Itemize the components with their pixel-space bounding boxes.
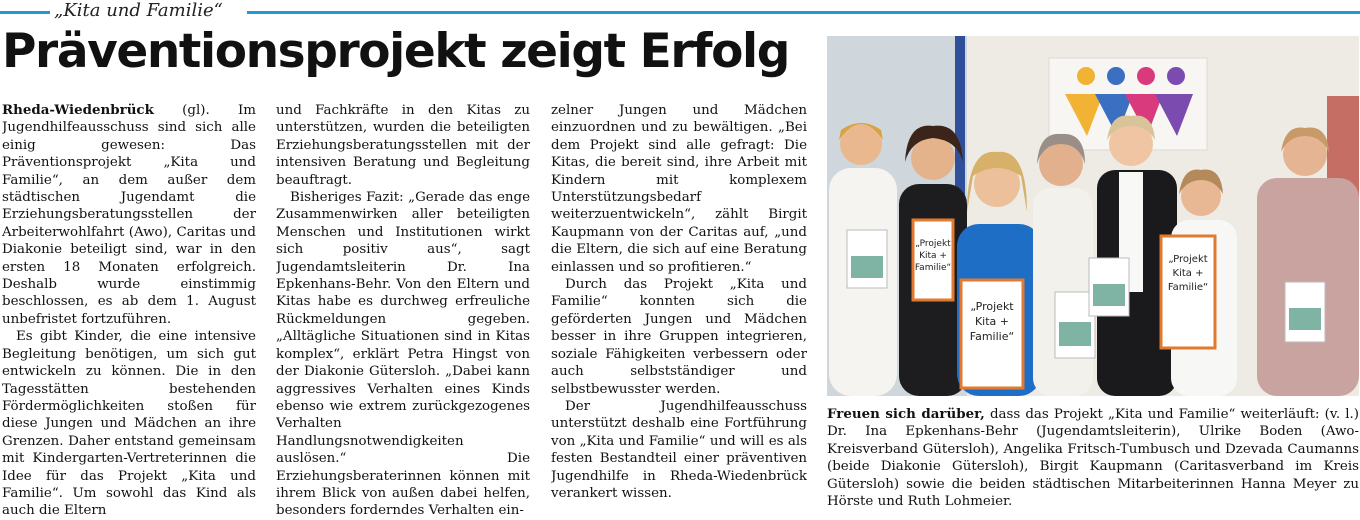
dateline: Rheda-Wiedenbrück — [2, 102, 154, 118]
flyer-right-line2: Kita + — [1172, 268, 1204, 279]
flyer-right-line3: Familie“ — [1167, 282, 1209, 293]
paragraph: Durch das Projekt „Kita und Familie“ konnten sich die geförderten Jungen und Mädchen besser in ihre Gruppen integrieren, soziale Fähigkeiten verbessern oder auch selbstständiger und selbstbewusster werden. — [551, 277, 807, 397]
paragraph: und Fachkräfte in den Kitas zu unterstützen, wurden die beteiligten Erziehungsberatungsstellen mit der intensiven Beratung und Begleitung beauftragt. — [276, 103, 530, 188]
group-photo — [827, 36, 1359, 396]
paragraph: Bisheriges Fazit: „Gerade das enge Zusammenwirken aller beteiligten Menschen und Institutionen wirkt sich positiv aus“, sagt Jugendamtsleiterin Dr. Ina Epkenhans-Behr. Von den Eltern und Kitas habe es durchweg erfreuliche Rückmeldungen gegeben. „Alltägliche Situationen sind in Kitas komplex“, erklärt Petra Hingst von der Diakonie Gütersloh. „Dabei kann aggressives Verhalten eines Kinds ebenso wie extrem zurückgezogenes Verhalten Handlungsnotwendigkeiten auslösen.“ Die Erziehungsberaterinnen können mit ihrem Blick von außen dabei helfen, besonders forderndes Verhalten ein- — [276, 190, 530, 518]
paragraph-text: (gl). Im Jugendhilfeausschuss sind sich alle einig gewesen: Das Präventionsprojekt „Kita und Familie“, an dem außer dem städtischen Jugendamt die Erziehungsberatungsstellen der Arbeiterwohlfahrt (Awo), Caritas und Diakonie beteiligt sind, war in den ersten 18 Monaten erfolgreich. Deshalb wurde einstimmig beschlossen, es ab dem 1. August unbefristet fortzuführen. — [2, 103, 256, 327]
rubric-rule-left — [0, 11, 50, 14]
rubric-rule-right — [247, 11, 1360, 14]
paragraph — [2, 102, 256, 328]
article-column-2 — [276, 102, 530, 518]
flyer-front-line3: Familie“ — [969, 330, 1015, 343]
article-column-1 — [2, 102, 256, 518]
caption-text: dass das Projekt „Kita und Familie“ weiterläuft: (v. l.) Dr. Ina Epkenhans-Behr (Jugendamtsleiterin), Ulrike Boden (Awo-Kreisverband Gütersloh), Angelika Fritsch-Tumbusch und Dzevada Caumanns (beide Diakonie Gütersloh), Birgit Kaupmann (Caritasverband im Kreis Gütersloh) sowie die beiden städtischen Mitarbeiterinnen Hanna Meyer zu Hörste und Ruth Lohmeier. — [827, 407, 1359, 510]
flyer-front-line2: Kita + — [974, 315, 1010, 328]
photo-caption — [827, 406, 1359, 520]
paragraph: zelner Jungen und Mädchen einzuordnen und zu bewältigen. „Bei dem Projekt sind alle gefragt: Die Kitas, die bereit sind, ihre Arbeit mit Kindern mit komplexem Unterstützungsbedarf weiterzuentwickeln“, zählt Birgit Kaupmann von der Caritas auf, „und die Eltern, die sich auf eine Beratung einlassen und so profitieren.“ — [551, 103, 807, 275]
paragraph: Der Jugendhilfeausschuss unterstützt deshalb eine Fortführung von „Kita und Familie“ und will es als festen Bestandteil einer präventiven Jugendhilfe in Rheda-Wiedenbrück verankert wissen. — [551, 398, 807, 501]
flyer-small-line3: Familie“ — [914, 263, 952, 273]
article-column-3 — [551, 102, 807, 518]
rubric: „Kita und Familie“ — [54, 0, 223, 21]
flyer-small-line1: „Projekt — [915, 239, 951, 249]
caption-lead: Freuen sich darüber, — [827, 406, 985, 422]
group-photo-icon — [827, 36, 1359, 396]
flyer-small-line2: Kita + — [919, 251, 947, 261]
paragraph: Es gibt Kinder, die eine intensive Begleitung benötigen, um sich gut entwickeln zu können. Die in den Tagesstätten bestehenden Fördermöglichkeiten stoßen für diese Jungen und Mädchen an ihre Grenzen. Daher entstand gemeinsam mit Kindergarten-Vertreterinnen die Idee für das Projekt „Kita und Familie“. Um sowohl das Kind als auch die Eltern — [2, 329, 256, 518]
flyer-right-line1: „Projekt — [1168, 254, 1208, 265]
flyer-front-line1: „Projekt — [970, 300, 1014, 313]
headline: Präventionsprojekt zeigt Erfolg — [2, 24, 789, 79]
